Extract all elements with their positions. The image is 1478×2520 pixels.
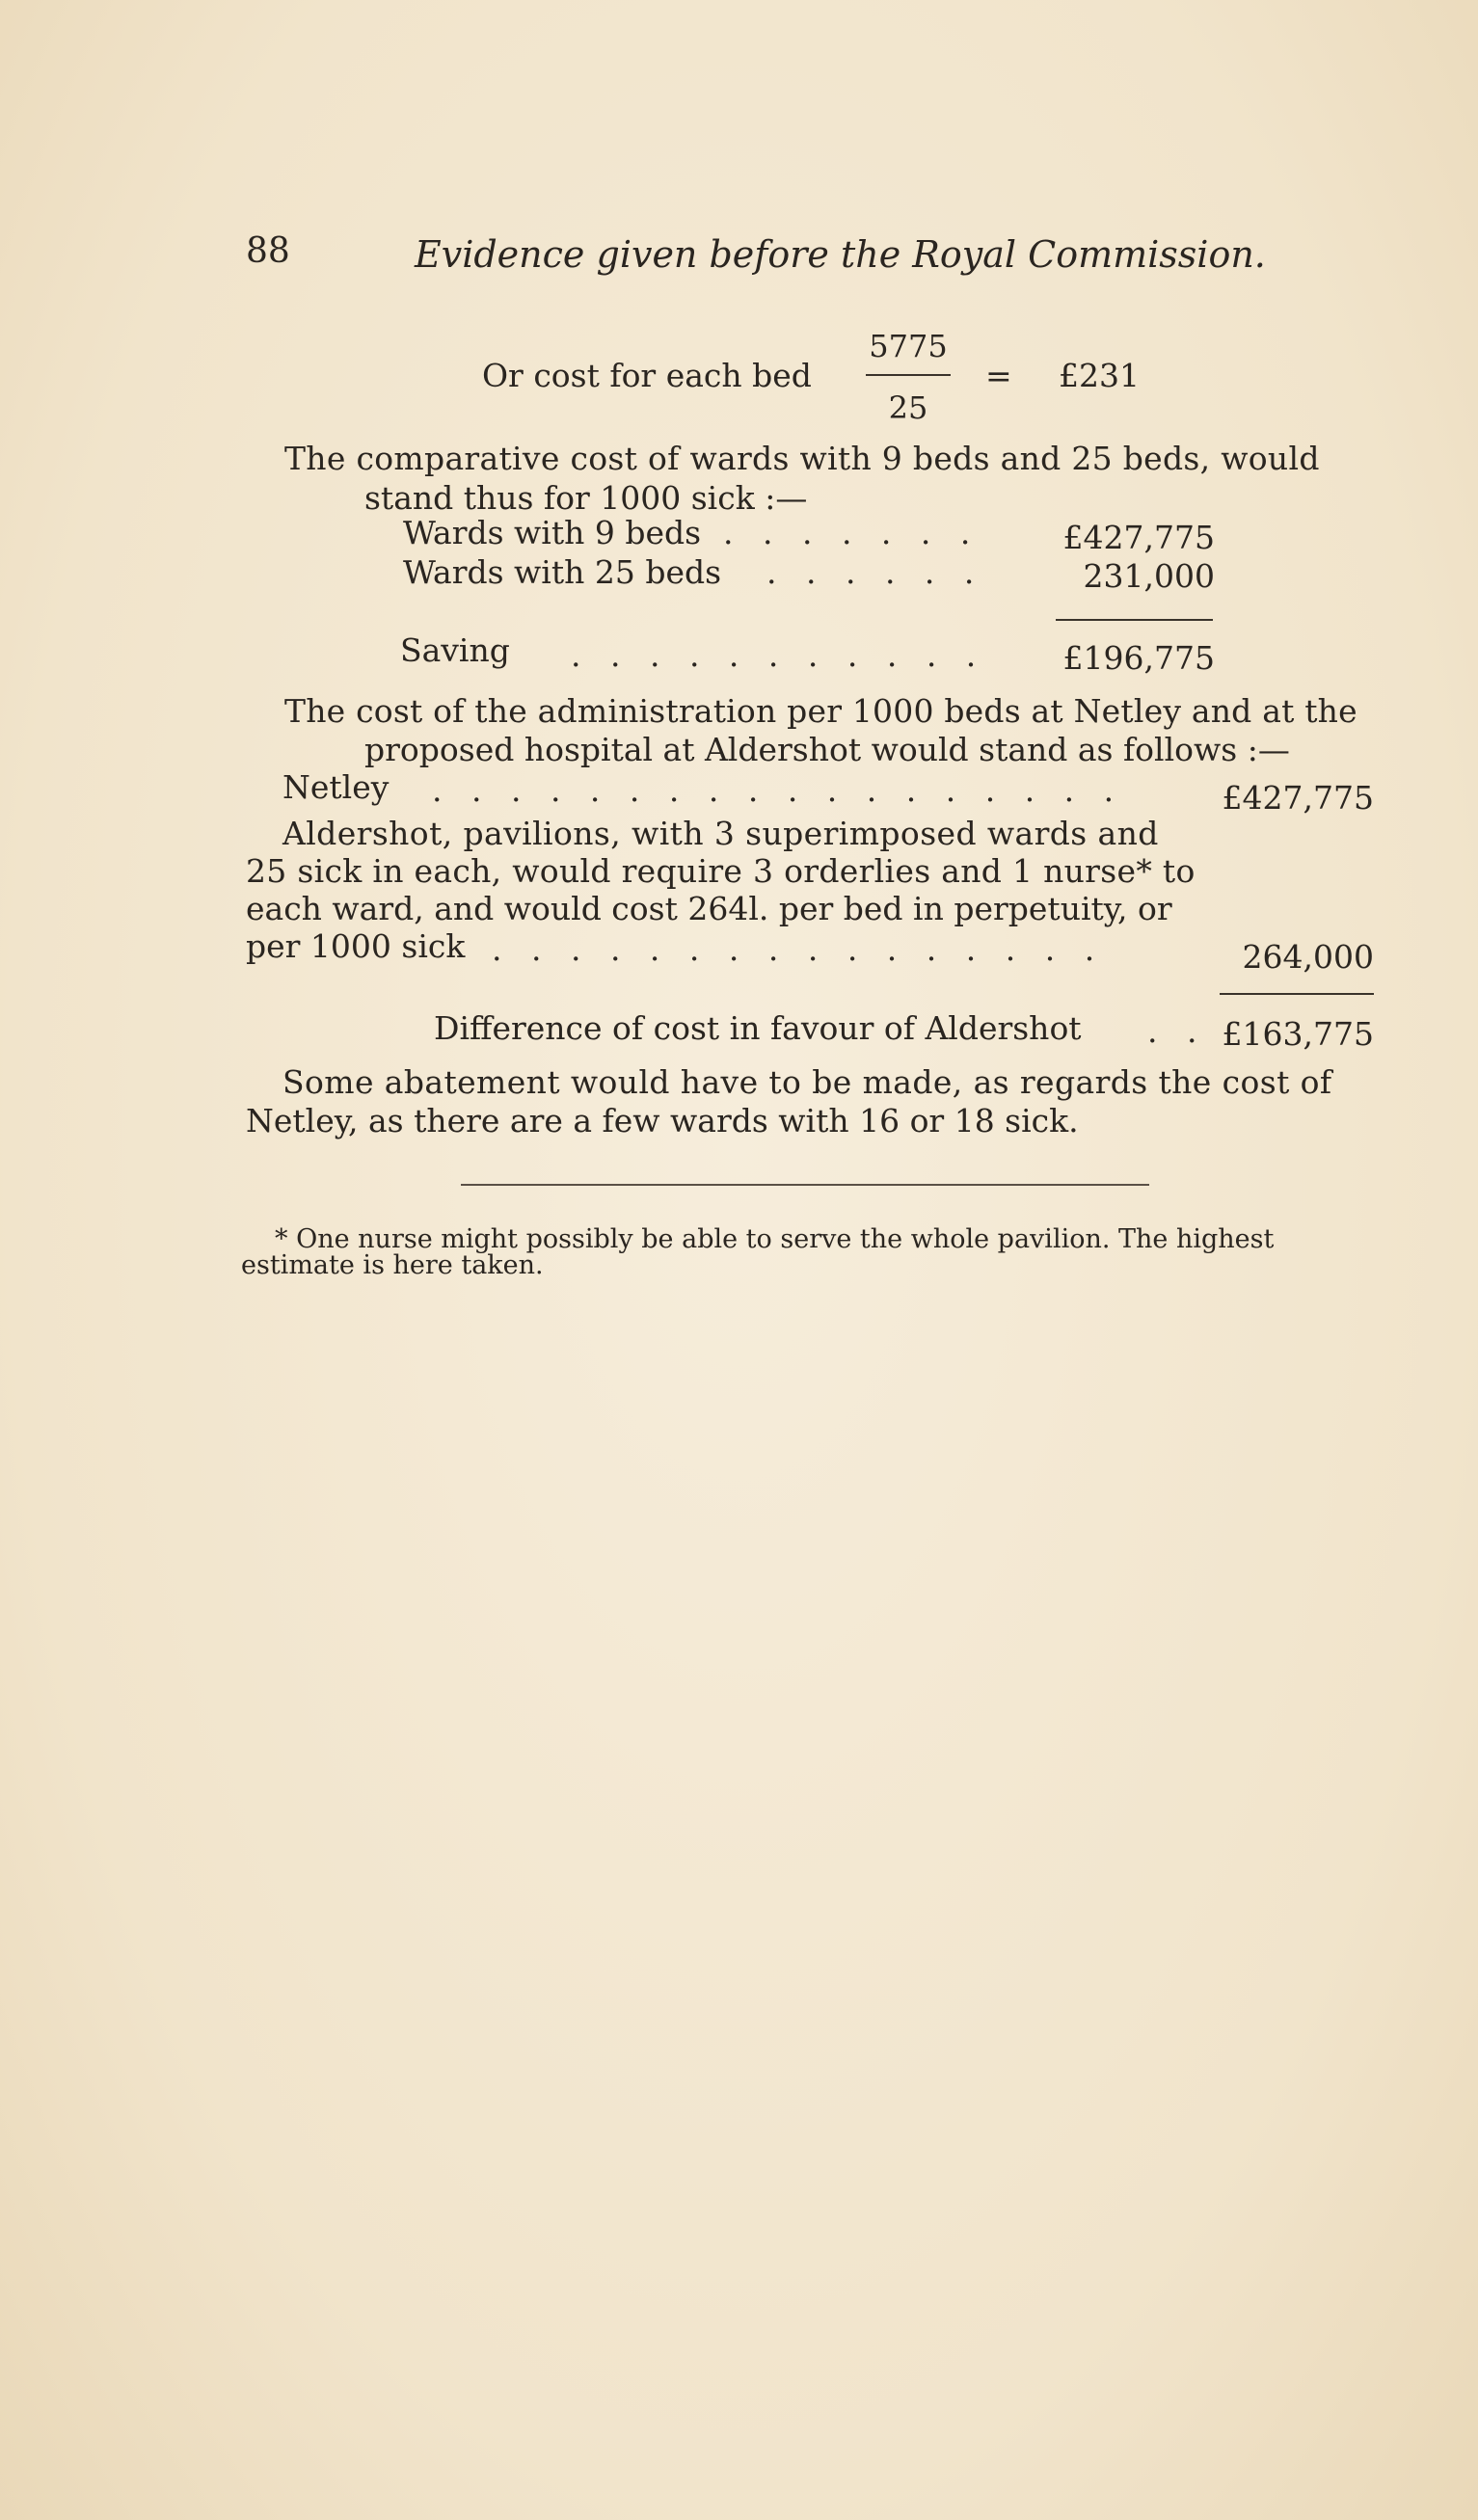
difference-rule [1220, 993, 1374, 995]
row-label-25-beds: Wards with 25 beds [403, 553, 722, 591]
difference-value: £163,775 [1222, 1015, 1374, 1053]
footnote-line2: estimate is here taken. [241, 1250, 544, 1280]
netley-label: Netley [282, 768, 390, 806]
running-title: Evidence given before the Royal Commission. [415, 233, 1266, 276]
aldershot-line2: 25 sick in each, would require 3 orderlies and 1 nurse* to [246, 852, 1196, 890]
row-label-9-beds: Wards with 9 beds [403, 514, 702, 551]
netley-dots: . . . . . . . . . . . . . . . . . . [432, 771, 1124, 809]
fraction-bar [866, 374, 951, 376]
row-value-9-beds: £427,775 [1062, 519, 1215, 556]
bed-cost-result: £231 [1059, 357, 1140, 394]
saving-label: Saving [400, 631, 510, 669]
row-value-25-beds: 231,000 [1083, 557, 1215, 595]
netley-value: £427,775 [1222, 779, 1374, 817]
footnote-line1: * One nurse might possibly be able to serve the whole pavilion. The highest [275, 1224, 1275, 1254]
bed-cost-label: Or cost for each bed [482, 357, 812, 394]
fraction-denominator: 25 [888, 389, 928, 426]
row-dots-9-beds: . . . . . . . [723, 514, 981, 551]
saving-value: £196,775 [1062, 639, 1215, 677]
row-dots-25-beds: . . . . . . [766, 553, 984, 591]
fraction-numerator: 5775 [869, 328, 948, 364]
administration-intro-line1: The cost of the administration per 1000 beds at Netley and at the [284, 692, 1357, 730]
abatement-line1: Some abatement would have to be made, as regards the cost of [282, 1063, 1332, 1101]
aldershot-line4-label: per 1000 sick [246, 927, 466, 965]
equals-sign: = [985, 357, 1012, 394]
sum-rule [1056, 619, 1213, 621]
comparison-intro-line2: stand thus for 1000 sick :— [364, 479, 808, 517]
administration-intro-line2: proposed hospital at Aldershot would stand as follows :— [364, 731, 1290, 768]
saving-dots: . . . . . . . . . . . [571, 636, 986, 674]
page-number: 88 [246, 231, 290, 271]
aldershot-line1: Aldershot, pavilions, with 3 superimposed wards and [282, 815, 1159, 852]
abatement-line2: Netley, as there are a few wards with 16 or 18 sick. [246, 1102, 1079, 1139]
aldershot-line3: each ward, and would cost 264l. per bed in perpetuity, or [246, 890, 1172, 927]
bed-cost-fraction [860, 328, 956, 426]
difference-label: Difference of cost in favour of Aldershot [434, 1009, 1082, 1047]
aldershot-line4-dots: . . . . . . . . . . . . . . . . [492, 930, 1105, 968]
comparison-intro-line1: The comparative cost of wards with 9 beds and 25 beds, would [284, 440, 1320, 477]
aldershot-value: 264,000 [1242, 938, 1374, 976]
difference-dots: . . [1147, 1012, 1207, 1050]
footnote-divider [461, 1184, 1149, 1186]
